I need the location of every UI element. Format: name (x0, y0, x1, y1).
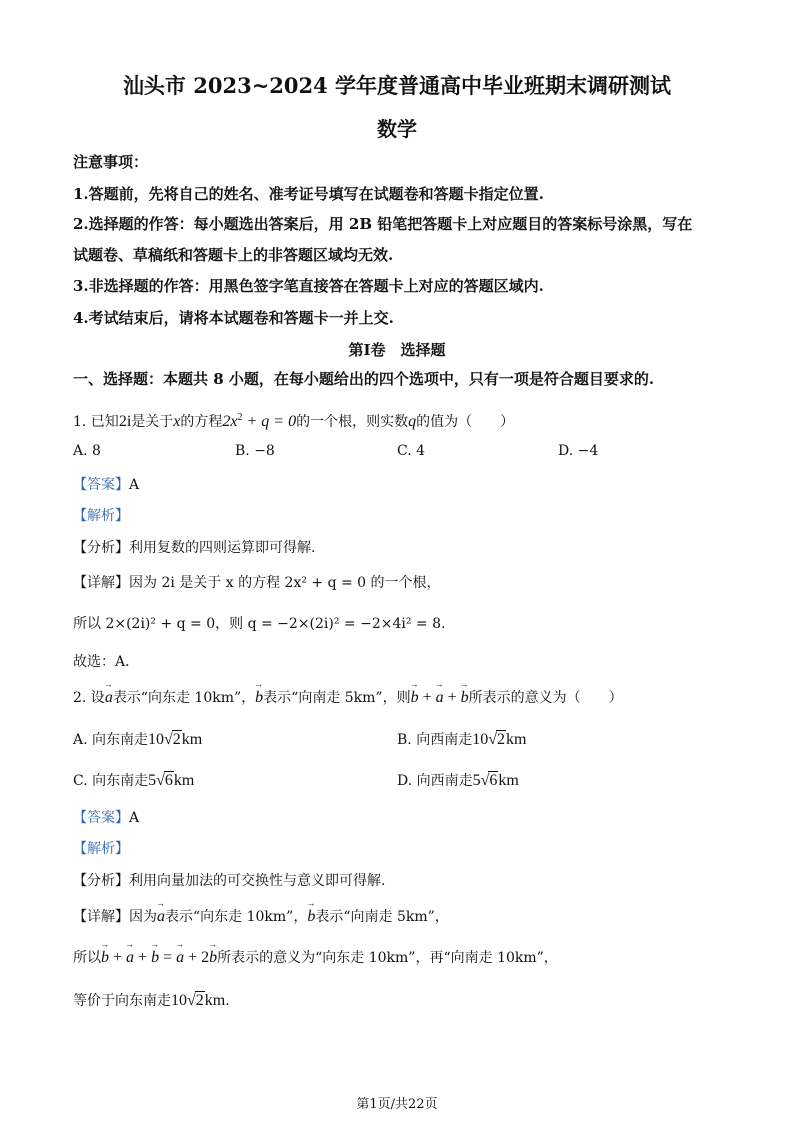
sqrt-sign: √6 (480, 772, 498, 789)
fenxi-text: 利用复数的四则运算即可得解. (129, 540, 316, 556)
q1-analysis-tag: 【解析】 (73, 508, 129, 524)
option-text: B. 向西南走 (397, 732, 473, 748)
equivalence-end: . (225, 993, 230, 1009)
q2-option-d (397, 770, 519, 790)
q1-eq-lhs: 2x (222, 413, 238, 430)
option-text: D. 向西南走 (397, 773, 473, 789)
detail-text: 因为 (129, 909, 157, 925)
q1-text: 是关于 (131, 414, 174, 430)
option-value (473, 772, 519, 789)
q1-eq-rhs: + q = 0 (242, 413, 297, 430)
notice-heading: 注意事项： (73, 153, 149, 171)
question-1 (73, 411, 514, 431)
question-2 (73, 687, 623, 707)
q2-option-b (397, 729, 526, 749)
coefficient: 5 (148, 772, 157, 789)
vector-b: → b (101, 949, 109, 967)
q2-fenxi (73, 870, 385, 890)
coefficient: 10 (472, 731, 489, 748)
q1-option-b: B. −8 (235, 443, 275, 459)
derivation-text: 所以 (73, 950, 101, 966)
part-heading: 一、选择题：本题共 8 小题，在每小题给出的四个选项中，只有一项是符合题目要求的. (73, 370, 655, 388)
notice-item-1: 1.答题前，先将自己的姓名、准考证号填写在试题卷和答题卡指定位置. (73, 185, 544, 203)
subject-title: 数学 (377, 117, 417, 141)
q1-text: 的值为（ ） (416, 414, 515, 430)
q2-analysis-tag: 【解析】 (73, 841, 129, 857)
notice-item-4: 4.考试结束后，请将本试题卷和答题卡一并上交. (73, 309, 394, 327)
vector-a: → a (105, 689, 113, 707)
vector-b: → b (209, 949, 217, 967)
option-text: A. 向东南走 (73, 732, 149, 748)
unit: km (498, 772, 519, 789)
q1-option-a: A. 8 (73, 443, 101, 459)
unit: km (181, 731, 203, 748)
vector-b: → b (411, 689, 419, 707)
q2-option-a (73, 729, 202, 749)
q2-expression: → b + → a + → b (411, 689, 469, 706)
answer-value: A (129, 477, 140, 493)
page-title: 汕头市 2023~2024 学年度普通高中毕业班期末调研测试 (122, 73, 672, 98)
volume-heading: 第Ⅰ卷 选择题 (348, 341, 446, 359)
vector-a: → a (436, 689, 444, 707)
notice-item-2-cont: 试题卷、草稿纸和答题卡上的非答题区域均无效. (73, 246, 394, 264)
q2-text: 表示“向南走 5km”，则 (263, 690, 411, 706)
vector-b: → b (461, 689, 469, 707)
q2-equivalence (73, 990, 230, 1010)
q1-variable: x (173, 413, 181, 430)
detail-text: 表示“向东走 10km”， (165, 909, 308, 925)
q1-option-c: C. 4 (397, 443, 426, 459)
fenxi-tag: 【分析】 (73, 540, 129, 556)
detail-text: 表示“向南走 5km”， (315, 909, 449, 925)
q1-equation (222, 413, 296, 430)
q2-answer (73, 807, 139, 827)
detail-tag: 【详解】 (73, 575, 129, 591)
q1-root: 2i (118, 413, 132, 430)
coefficient: 5 (472, 772, 481, 789)
q1-derivation (73, 613, 445, 633)
coefficient: 10 (148, 731, 165, 748)
q1-conclusion: 故选：A. (73, 654, 130, 670)
sqrt-sign: √2 (187, 992, 204, 1009)
radicand: 6 (489, 772, 498, 789)
page-footer: 第1页/共22页 (356, 1097, 438, 1112)
unit: km (173, 772, 195, 789)
q2-text: 表示“向东走 10km”， (112, 690, 256, 706)
answer-tag: 【答案】 (73, 810, 129, 826)
q1-text: 的方程 (180, 414, 223, 430)
derivation-part-2: ，则 q = −2×(2i)² = −2×4i² = 8 (215, 616, 442, 632)
q2-detail (73, 906, 449, 926)
derivation-part-1: 所以 2×(2i)² + q = 0 (73, 616, 216, 632)
vector-b: → b (255, 689, 263, 707)
option-text: C. 向东南走 (73, 773, 149, 789)
q2-derivation (73, 947, 558, 967)
q2-option-c (73, 770, 194, 790)
detail-tag: 【详解】 (73, 909, 129, 925)
vector-a: → a (157, 908, 165, 926)
vector-a: → a (176, 949, 184, 967)
radicand: 2 (496, 731, 505, 748)
radicand: 2 (172, 731, 181, 748)
q1-number: 1. 已知 (73, 414, 119, 430)
vector-b: → b (151, 949, 159, 967)
coefficient: 10 (171, 992, 187, 1009)
derivation-text: 所表示的意义为“向东走 10km”，再“向南走 10km”， (217, 950, 558, 966)
q1-q: q (408, 413, 417, 430)
option-value (148, 772, 194, 789)
radicand: 6 (164, 772, 173, 789)
equivalence-value (171, 992, 225, 1009)
sqrt-sign: √2 (164, 731, 181, 748)
detail-text: 因为 2i 是关于 x 的方程 2x² + q = 0 的一个根， (129, 575, 441, 591)
notice-item-2: 2.选择题的作答：每小题选出答案后，用 2B 铅笔把答题卡上对应题目的答案标号涂黑，写在 (73, 215, 693, 233)
sqrt-sign: √6 (156, 772, 173, 789)
unit: km (505, 731, 527, 748)
derivation-expression: → b + → a + → b = → a + 2→ b (101, 949, 217, 966)
vector-a: → a (126, 949, 134, 967)
radicand: 2 (195, 992, 204, 1009)
vector-b: → b (307, 908, 315, 926)
q1-detail (73, 572, 441, 592)
option-value (148, 731, 202, 748)
equivalence-text: 等价于向东南走 (73, 993, 171, 1009)
unit: km (204, 992, 226, 1009)
q1-answer (73, 474, 139, 494)
derivation-end: . (441, 616, 446, 632)
q2-number: 2. 设 (73, 690, 105, 706)
q1-eq-exponent: 2 (237, 412, 243, 423)
fenxi-tag: 【分析】 (73, 873, 129, 889)
q1-fenxi (73, 537, 315, 557)
fenxi-text: 利用向量加法的可交换性与意义即可得解. (129, 873, 386, 889)
q1-option-d: D. −4 (558, 443, 599, 459)
notice-item-3: 3.非选择题的作答：用黑色签字笔直接答在答题卡上对应的答题区域内. (73, 277, 544, 295)
sqrt-sign: √2 (488, 731, 505, 748)
answer-tag: 【答案】 (73, 477, 129, 493)
option-value (472, 731, 526, 748)
q1-text: 的一个根，则实数 (296, 414, 409, 430)
q2-text: 所表示的意义为（ ） (468, 690, 623, 706)
answer-value: A (129, 810, 140, 826)
